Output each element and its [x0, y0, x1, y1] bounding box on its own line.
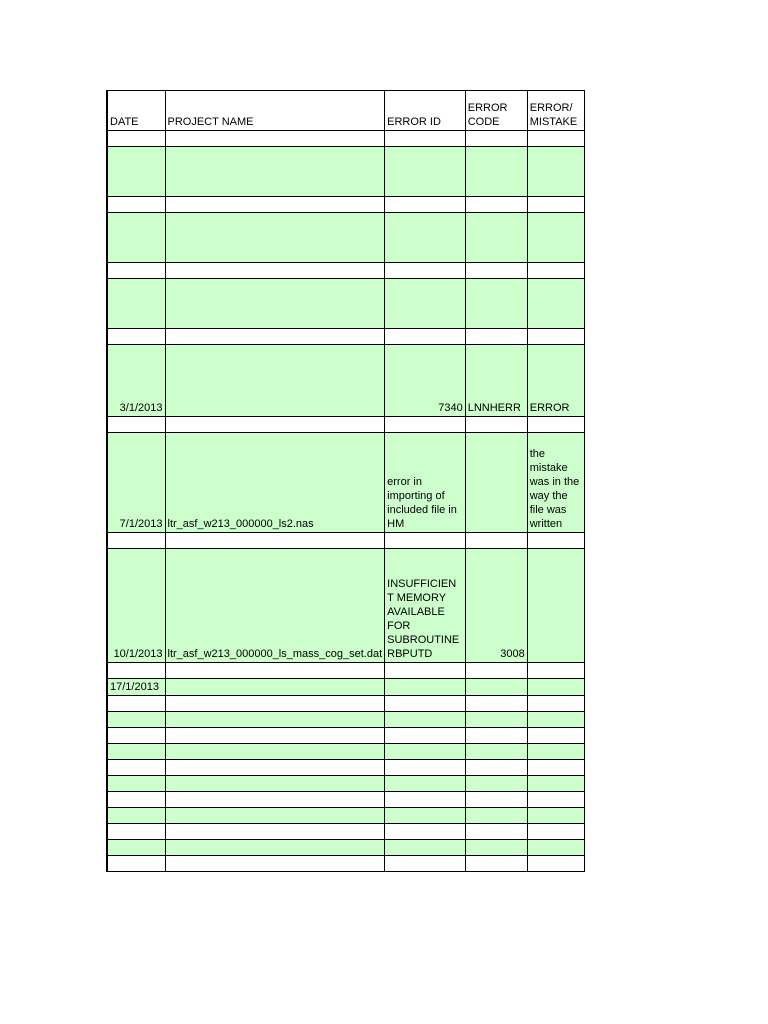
cell-project-name[interactable]: ltr_asf_w213_000000_ls2.nas — [165, 433, 385, 533]
cell-project-name[interactable] — [165, 808, 385, 824]
cell-error-mistake[interactable] — [527, 663, 584, 679]
cell-project-name[interactable] — [165, 679, 385, 696]
cell-error-mistake[interactable] — [527, 263, 584, 279]
cell-error-code[interactable] — [465, 197, 527, 213]
cell-project-name[interactable] — [165, 329, 385, 345]
cell-date[interactable] — [107, 840, 165, 856]
cell-error-mistake[interactable] — [527, 131, 584, 147]
cell-error-mistake[interactable]: ERROR — [527, 345, 584, 417]
cell-project-name[interactable] — [165, 824, 385, 840]
table-row — [107, 417, 584, 433]
cell-error-mistake[interactable] — [527, 549, 584, 663]
table-row — [107, 744, 584, 760]
cell-error-mistake[interactable] — [527, 329, 584, 345]
cell-date[interactable] — [107, 147, 165, 197]
cell-error-id[interactable] — [385, 824, 466, 840]
cell-error-id[interactable] — [385, 760, 466, 776]
cell-error-mistake[interactable] — [527, 147, 584, 197]
cell-project-name[interactable] — [165, 131, 385, 147]
cell-date[interactable] — [107, 663, 165, 679]
cell-error-id[interactable] — [385, 696, 466, 712]
header-date[interactable]: DATE — [107, 91, 165, 131]
cell-date[interactable] — [107, 760, 165, 776]
cell-project-name[interactable] — [165, 744, 385, 760]
cell-date[interactable] — [107, 213, 165, 263]
table-row — [107, 856, 584, 872]
cell-error-mistake[interactable] — [527, 728, 584, 744]
cell-project-name[interactable] — [165, 792, 385, 808]
cell-project-name[interactable] — [165, 213, 385, 263]
cell-error-id[interactable] — [385, 728, 466, 744]
cell-error-code[interactable] — [465, 213, 527, 263]
cell-error-id[interactable] — [385, 417, 466, 433]
header-row — [107, 91, 584, 131]
cell-project-name[interactable] — [165, 696, 385, 712]
cell-date[interactable] — [107, 776, 165, 792]
cell-error-mistake[interactable] — [527, 776, 584, 792]
cell-error-code[interactable] — [465, 808, 527, 824]
cell-project-name[interactable] — [165, 417, 385, 433]
cell-error-id[interactable] — [385, 147, 466, 197]
header-error-mistake[interactable]: ERROR/ MISTAKE — [527, 91, 584, 131]
cell-date[interactable]: 7/1/2013 — [107, 433, 165, 533]
table-row — [107, 663, 584, 679]
cell-project-name[interactable] — [165, 840, 385, 856]
cell-error-code[interactable] — [465, 712, 527, 728]
header-error-id[interactable]: ERROR ID — [385, 91, 466, 131]
cell-error-id[interactable] — [385, 663, 466, 679]
cell-project-name[interactable] — [165, 263, 385, 279]
cell-date[interactable] — [107, 533, 165, 549]
cell-project-name[interactable] — [165, 147, 385, 197]
cell-date[interactable] — [107, 279, 165, 329]
cell-error-code[interactable] — [465, 824, 527, 840]
cell-date[interactable]: 3/1/2013 — [107, 345, 165, 417]
table-row — [107, 345, 584, 417]
cell-date[interactable] — [107, 197, 165, 213]
cell-date[interactable] — [107, 824, 165, 840]
cell-project-name[interactable] — [165, 712, 385, 728]
cell-error-code[interactable] — [465, 856, 527, 872]
cell-error-code[interactable] — [465, 263, 527, 279]
error-log-table — [106, 90, 585, 872]
cell-error-mistake[interactable] — [527, 213, 584, 263]
cell-date[interactable]: 17/1/2013 — [107, 679, 165, 696]
table-row — [107, 776, 584, 792]
table-row — [107, 433, 584, 533]
table-row — [107, 147, 584, 197]
table-row — [107, 213, 584, 263]
cell-error-code[interactable] — [465, 417, 527, 433]
cell-date[interactable] — [107, 712, 165, 728]
table-row — [107, 696, 584, 712]
cell-error-mistake[interactable] — [527, 696, 584, 712]
table-row — [107, 824, 584, 840]
cell-error-id[interactable] — [385, 776, 466, 792]
table-row — [107, 808, 584, 824]
cell-error-id[interactable]: error in importing of included file in HM — [385, 433, 466, 533]
cell-error-mistake[interactable] — [527, 744, 584, 760]
cell-error-code[interactable] — [465, 840, 527, 856]
cell-project-name[interactable] — [165, 728, 385, 744]
cell-date[interactable]: 10/1/2013 — [107, 549, 165, 663]
cell-error-mistake[interactable] — [527, 840, 584, 856]
cell-error-mistake[interactable] — [527, 792, 584, 808]
cell-project-name[interactable] — [165, 760, 385, 776]
cell-error-code[interactable] — [465, 279, 527, 329]
cell-project-name[interactable] — [165, 197, 385, 213]
cell-project-name[interactable] — [165, 856, 385, 872]
cell-error-code[interactable] — [465, 696, 527, 712]
cell-error-mistake[interactable] — [527, 760, 584, 776]
table-row — [107, 712, 584, 728]
table-row — [107, 679, 584, 696]
cell-date[interactable] — [107, 856, 165, 872]
cell-error-id[interactable] — [385, 263, 466, 279]
cell-project-name[interactable] — [165, 279, 385, 329]
cell-error-code[interactable] — [465, 131, 527, 147]
cell-error-mistake[interactable]: the mistake was in the way the file was written — [527, 433, 584, 533]
cell-error-id[interactable] — [385, 131, 466, 147]
cell-error-mistake[interactable] — [527, 808, 584, 824]
table-row — [107, 760, 584, 776]
cell-error-id[interactable]: INSUFFICIENT MEMORY AVAILABLE FOR SUBROUTINE RBPUTD — [385, 549, 466, 663]
table-row — [107, 728, 584, 744]
cell-date[interactable] — [107, 728, 165, 744]
cell-error-code[interactable] — [465, 433, 527, 533]
cell-project-name[interactable] — [165, 776, 385, 792]
cell-error-code[interactable] — [465, 147, 527, 197]
cell-error-mistake[interactable] — [527, 197, 584, 213]
cell-error-id[interactable] — [385, 279, 466, 329]
cell-error-id[interactable] — [385, 533, 466, 549]
cell-error-mistake[interactable] — [527, 856, 584, 872]
cell-error-code[interactable] — [465, 776, 527, 792]
table-row — [107, 840, 584, 856]
cell-error-id[interactable] — [385, 744, 466, 760]
cell-date[interactable] — [107, 131, 165, 147]
cell-error-mistake[interactable] — [527, 279, 584, 329]
table-row — [107, 197, 584, 213]
table-row — [107, 533, 584, 549]
cell-error-id[interactable]: 7340 — [385, 345, 466, 417]
cell-date[interactable] — [107, 329, 165, 345]
header-error-code[interactable]: ERROR CODE — [465, 91, 527, 131]
cell-project-name[interactable]: ltr_asf_w213_000000_ls_mass_cog_set.dat — [165, 549, 385, 663]
table-row — [107, 792, 584, 808]
cell-project-name[interactable] — [165, 345, 385, 417]
cell-project-name[interactable] — [165, 533, 385, 549]
table-row — [107, 549, 584, 663]
table-row — [107, 131, 584, 147]
cell-error-code[interactable] — [465, 329, 527, 345]
cell-error-mistake[interactable] — [527, 417, 584, 433]
header-project-name[interactable]: PROJECT NAME — [165, 91, 385, 131]
cell-error-id[interactable] — [385, 840, 466, 856]
table-row — [107, 279, 584, 329]
cell-error-mistake[interactable] — [527, 533, 584, 549]
cell-error-mistake[interactable] — [527, 712, 584, 728]
cell-error-code[interactable] — [465, 760, 527, 776]
cell-error-code[interactable] — [465, 533, 527, 549]
cell-error-id[interactable] — [385, 712, 466, 728]
cell-error-id[interactable] — [385, 679, 466, 696]
cell-error-id[interactable] — [385, 213, 466, 263]
cell-date[interactable] — [107, 263, 165, 279]
cell-date[interactable] — [107, 792, 165, 808]
cell-error-code[interactable] — [465, 663, 527, 679]
cell-error-id[interactable] — [385, 808, 466, 824]
cell-error-code[interactable]: LNNHERR — [465, 345, 527, 417]
cell-date[interactable] — [107, 808, 165, 824]
cell-error-code[interactable] — [465, 728, 527, 744]
cell-date[interactable] — [107, 417, 165, 433]
cell-error-code[interactable]: 3008 — [465, 549, 527, 663]
table-row — [107, 329, 584, 345]
cell-error-code[interactable] — [465, 792, 527, 808]
cell-project-name[interactable] — [165, 663, 385, 679]
cell-error-code[interactable] — [465, 744, 527, 760]
cell-error-id[interactable] — [385, 792, 466, 808]
cell-date[interactable] — [107, 744, 165, 760]
cell-date[interactable] — [107, 696, 165, 712]
cell-error-id[interactable] — [385, 329, 466, 345]
cell-error-id[interactable] — [385, 856, 466, 872]
cell-error-id[interactable] — [385, 197, 466, 213]
cell-error-code[interactable] — [465, 679, 527, 696]
cell-error-mistake[interactable] — [527, 824, 584, 840]
table-row — [107, 263, 584, 279]
cell-error-mistake[interactable] — [527, 679, 584, 696]
